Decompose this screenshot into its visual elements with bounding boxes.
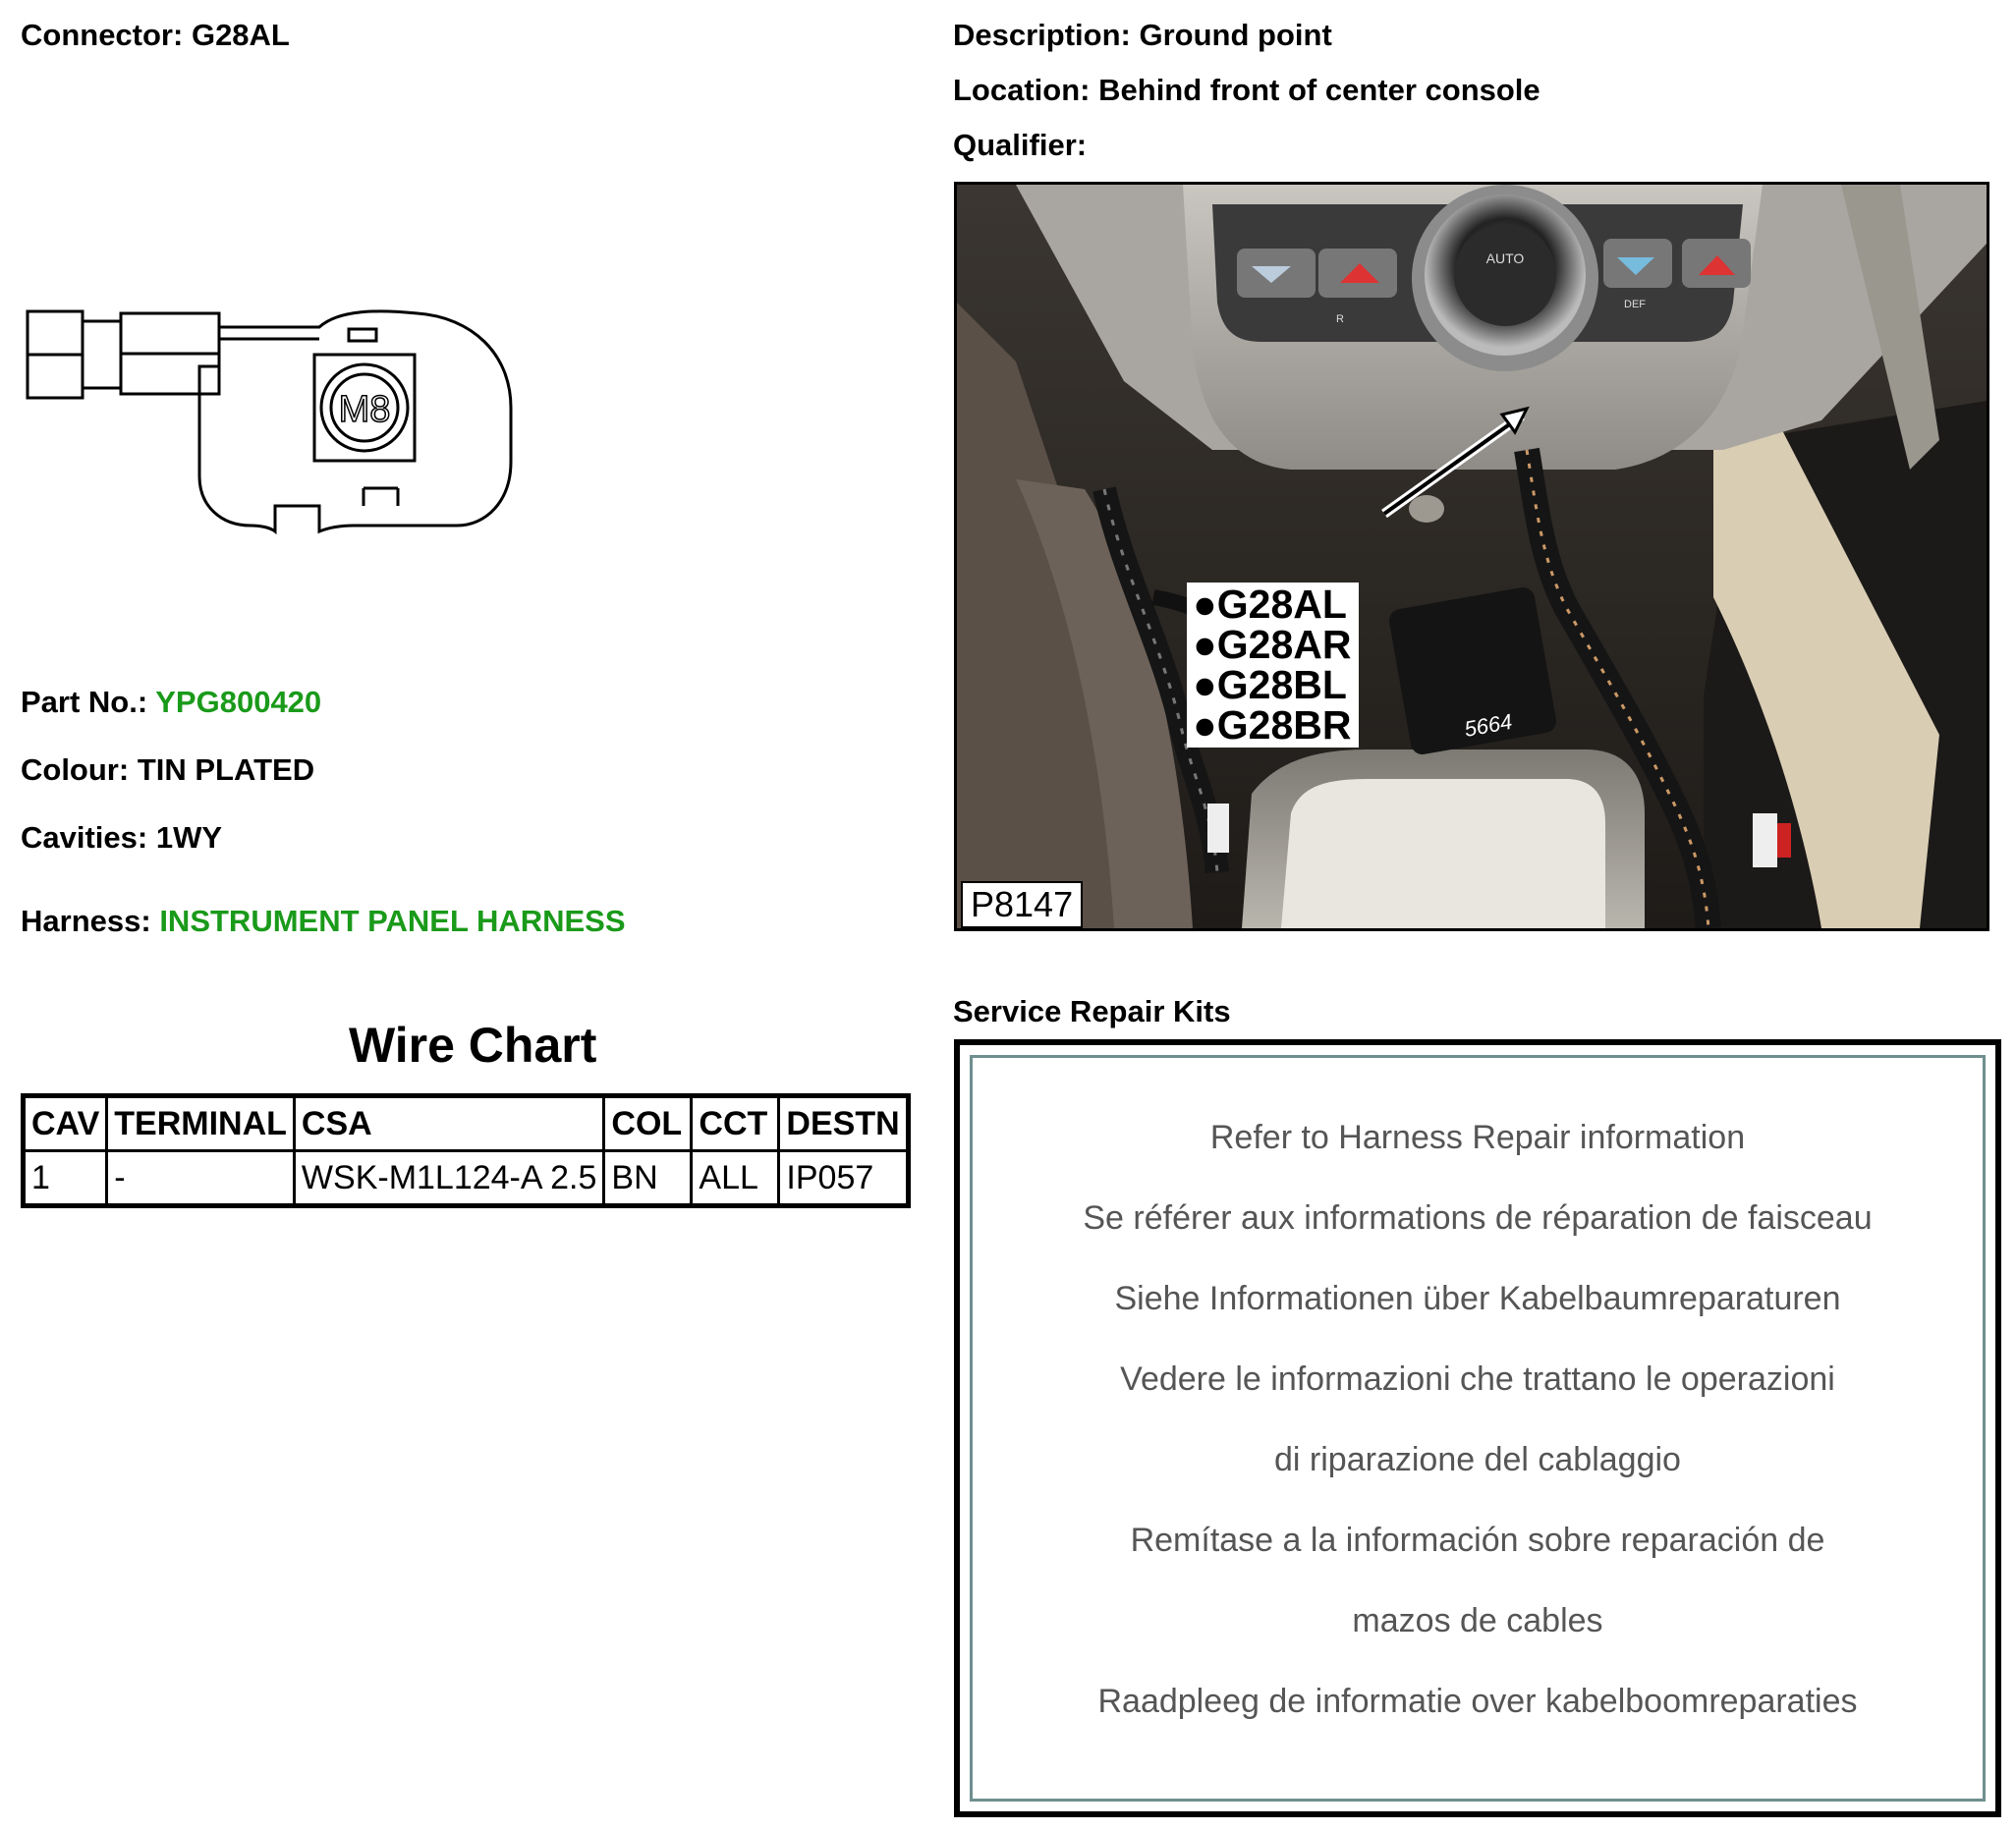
kit-line-nl: Raadpleeg de informatie over kabelboomreparaties <box>1097 1683 1858 1720</box>
harness-label: Harness: <box>21 904 151 938</box>
wire-chart-table <box>21 1093 911 1208</box>
description-label: Description: <box>953 18 1131 52</box>
cell-terminal: - <box>107 1151 295 1206</box>
panel-def-label: DEF <box>1624 299 1646 310</box>
callout-g28ar: ●G28AR <box>1193 622 1352 667</box>
service-repair-kits-title: Service Repair Kits <box>953 994 1231 1028</box>
harness-field <box>21 904 626 939</box>
qualifier-field <box>953 128 1087 163</box>
service-repair-kits-box <box>954 1039 2001 1817</box>
part-no-label: Part No.: <box>21 685 148 719</box>
header-cct: CCT <box>692 1096 779 1151</box>
colour-value: TIN PLATED <box>137 752 315 787</box>
kit-line-fr: Se référer aux informations de réparation de faisceau <box>1083 1199 1873 1237</box>
panel-auto-label: AUTO <box>1485 250 1525 266</box>
cell-csa: WSK-M1L124-A 2.5 <box>294 1151 603 1206</box>
cavities-label: Cavities: <box>21 820 148 855</box>
kit-line-es-1: Remítase a la información sobre reparación de <box>1130 1522 1825 1559</box>
cell-destn: IP057 <box>779 1151 908 1206</box>
table-row <box>24 1151 909 1206</box>
header-cav: CAV <box>24 1096 107 1151</box>
photo-illustration <box>957 185 1987 928</box>
callout-g28bl: ●G28BL <box>1193 662 1347 707</box>
wire-chart-header-row <box>24 1096 909 1151</box>
part-no-field <box>21 685 321 720</box>
header-terminal: TERMINAL <box>107 1096 295 1151</box>
connector-field <box>21 18 290 53</box>
panel-rear-label: R <box>1336 313 1344 325</box>
kit-line-es-2: mazos de cables <box>1352 1602 1603 1639</box>
callout-box <box>1187 583 1359 748</box>
qualifier-label: Qualifier: <box>953 128 1088 162</box>
description-field <box>953 18 1332 53</box>
cavities-field <box>21 820 222 856</box>
photo-marker-text: 5664 <box>1462 708 1515 742</box>
cell-cav: 1 <box>24 1151 107 1206</box>
location-photo <box>954 182 1989 931</box>
cavities-value: 1WY <box>155 820 223 855</box>
stud-label: M8 <box>338 389 391 430</box>
description-value: Ground point <box>1139 18 1332 52</box>
callout-g28al: ●G28AL <box>1193 582 1347 627</box>
kit-line-en: Refer to Harness Repair information <box>1209 1119 1746 1156</box>
service-repair-kits-inner <box>970 1055 1986 1802</box>
location-field <box>953 73 1540 108</box>
connector-label: Connector: <box>21 18 184 52</box>
location-value: Behind front of center console <box>1098 73 1540 107</box>
wire-chart-title: Wire Chart <box>349 1018 597 1073</box>
header-destn: DESTN <box>779 1096 908 1151</box>
kit-line-it-2: di riparazione del cablaggio <box>1274 1441 1681 1478</box>
header-col: COL <box>604 1096 692 1151</box>
cell-cct: ALL <box>692 1151 779 1206</box>
part-no-value[interactable]: YPG800420 <box>155 685 322 719</box>
header-csa: CSA <box>294 1096 603 1151</box>
location-label: Location: <box>953 73 1091 107</box>
harness-value[interactable]: INSTRUMENT PANEL HARNESS <box>159 904 626 938</box>
callout-g28br: ●G28BR <box>1193 702 1352 748</box>
kit-line-de: Siehe Informationen über Kabelbaumreparaturen <box>1114 1280 1841 1317</box>
colour-label: Colour: <box>21 752 130 787</box>
colour-field <box>21 752 314 788</box>
connector-value: G28AL <box>191 18 290 52</box>
connector-drawing <box>25 300 516 535</box>
photo-id-label: P8147 <box>961 881 1083 928</box>
kit-line-it-1: Vedere le informazioni che trattano le operazioni <box>1120 1360 1835 1398</box>
cell-col: BN <box>604 1151 692 1206</box>
